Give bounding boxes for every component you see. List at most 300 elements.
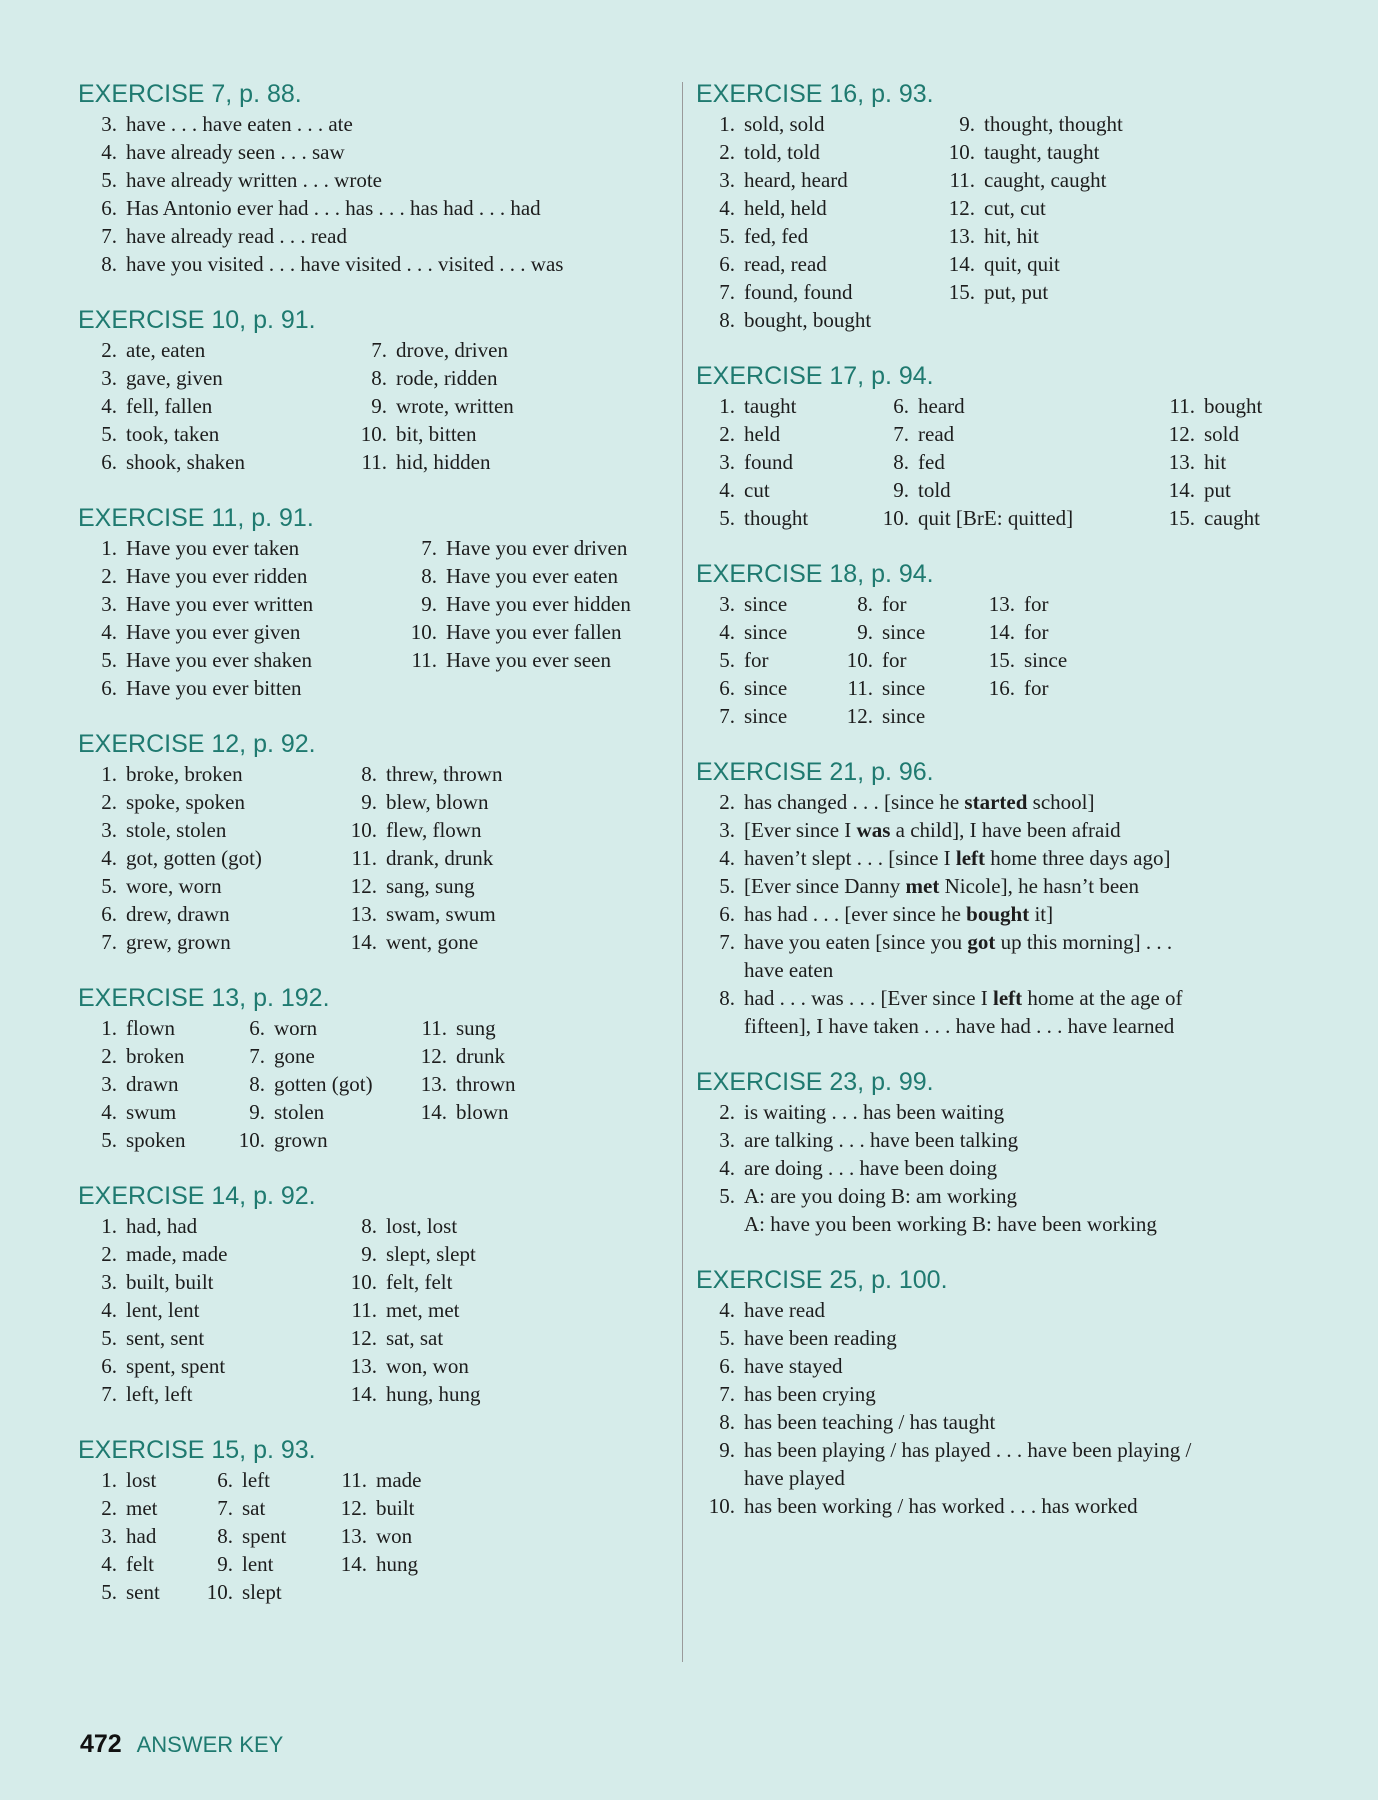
answer-text: Have you ever eaten	[446, 564, 618, 588]
answer-text: took, taken	[126, 422, 220, 446]
answer-number: 3.	[101, 1270, 117, 1294]
answer-text	[744, 874, 1139, 898]
answer-number: 9.	[893, 478, 909, 502]
answer-item	[101, 1042, 185, 1070]
answer-item	[340, 1522, 413, 1550]
answer-item	[101, 1324, 205, 1352]
page-footer	[80, 1730, 283, 1759]
answer-number: 8.	[719, 986, 735, 1010]
answer-text	[744, 986, 1183, 1010]
answer-text: rode, ridden	[396, 366, 498, 390]
answer-item	[893, 476, 951, 504]
answer-number: 13.	[988, 592, 1015, 616]
answer-text: A: are you doing B: am working	[744, 1184, 1017, 1208]
answer-text: blew, blown	[386, 790, 489, 814]
answer-item	[1168, 476, 1231, 504]
exercise-answers	[696, 788, 1316, 1040]
answer-number: 14.	[420, 1100, 447, 1124]
answer-keyword: left	[993, 986, 1023, 1010]
answer-text: taught	[744, 394, 797, 418]
answer-item	[361, 448, 491, 476]
answer-item	[101, 900, 230, 928]
answer-number: 9.	[719, 1438, 735, 1462]
answer-item	[101, 420, 220, 448]
answer-number: 8.	[719, 308, 735, 332]
answer-item	[101, 166, 382, 194]
answer-number: 8.	[719, 1410, 735, 1434]
answer-item	[719, 816, 1121, 844]
answer-text: since	[744, 620, 788, 644]
answer-text: for	[1024, 620, 1049, 644]
answer-number: 4.	[719, 478, 735, 502]
answer-fragment: it]	[1029, 902, 1054, 926]
answer-item	[744, 1210, 1157, 1238]
answer-item	[411, 646, 612, 674]
answer-text: wore, worn	[126, 874, 222, 898]
answer-item	[988, 646, 1068, 674]
answer-text: for	[882, 648, 907, 672]
answer-number: 11.	[949, 168, 975, 192]
answer-item	[719, 844, 1171, 872]
exercise-section	[696, 1066, 1316, 1238]
answer-item	[101, 1014, 175, 1042]
answer-item	[350, 1324, 444, 1352]
answer-item	[719, 110, 825, 138]
answer-text: broken	[126, 1044, 185, 1068]
exercise-answers	[696, 1098, 1316, 1238]
answer-number: 3.	[101, 1524, 117, 1548]
answer-number: 3.	[719, 1128, 735, 1152]
answer-item	[101, 1212, 198, 1240]
answer-item	[719, 1408, 996, 1436]
answer-number: 3.	[719, 450, 735, 474]
answer-fragment: up this morning] . . .	[995, 930, 1173, 954]
answer-item	[893, 448, 945, 476]
answer-item	[719, 1352, 843, 1380]
answer-item	[719, 306, 872, 334]
answer-number: 3.	[101, 592, 117, 616]
answer-fragment: home at the age of	[1022, 986, 1183, 1010]
answer-item	[351, 844, 494, 872]
answer-item	[217, 1522, 287, 1550]
answer-text: grown	[274, 1128, 328, 1152]
answer-text: got, gotten (got)	[126, 846, 262, 870]
exercise-answers	[78, 1466, 668, 1606]
answer-text: swam, swum	[386, 902, 496, 926]
answer-text	[744, 902, 1053, 926]
answer-text: put	[1204, 478, 1231, 502]
answer-item	[350, 900, 496, 928]
answer-number: 6.	[101, 450, 117, 474]
answer-number: 11.	[341, 1468, 367, 1492]
answer-text: since	[1024, 648, 1068, 672]
answer-text: won	[376, 1524, 413, 1548]
answer-number: 1.	[719, 112, 735, 136]
answer-text: cut, cut	[984, 196, 1046, 220]
answer-text: have played	[744, 1466, 845, 1490]
answer-text: since	[882, 704, 926, 728]
answer-text: is waiting . . . has been waiting	[744, 1100, 1005, 1124]
exercise-title: EXERCISE 18, p. 94.	[696, 560, 934, 588]
answer-number: 4.	[719, 620, 735, 644]
answer-text: since	[882, 676, 926, 700]
answer-item	[101, 1466, 157, 1494]
answer-item	[350, 872, 475, 900]
answer-text: Have you ever fallen	[446, 620, 622, 644]
answer-number: 4.	[101, 1100, 117, 1124]
answer-item	[719, 392, 797, 420]
answer-text	[744, 846, 1170, 870]
answer-number: 5.	[719, 224, 735, 248]
answer-text: stolen	[274, 1100, 325, 1124]
answer-number: 5.	[101, 1580, 117, 1604]
answer-item	[719, 1296, 826, 1324]
answer-text: worn	[274, 1016, 318, 1040]
answer-number: 8.	[371, 366, 387, 390]
answer-item	[101, 872, 222, 900]
answer-item	[217, 1494, 266, 1522]
answer-item	[959, 110, 1123, 138]
answer-number: 3.	[101, 366, 117, 390]
answer-text: built, built	[126, 1270, 214, 1294]
answer-item	[101, 1296, 200, 1324]
answer-text: have read	[744, 1298, 826, 1322]
answer-item	[719, 250, 827, 278]
exercise-answers	[696, 392, 1316, 532]
answer-item	[719, 674, 788, 702]
answer-item	[988, 674, 1049, 702]
answer-number: 3.	[719, 592, 735, 616]
answer-text: sent, sent	[126, 1326, 205, 1350]
answer-number: 1.	[719, 394, 735, 418]
answer-number: 13.	[948, 224, 975, 248]
answer-item	[101, 138, 345, 166]
answer-number: 4.	[101, 394, 117, 418]
answer-text: bought, bought	[744, 308, 872, 332]
answer-item	[420, 1042, 505, 1070]
answer-item	[361, 1212, 458, 1240]
answer-item	[719, 1126, 1019, 1154]
answer-text: hit, hit	[984, 224, 1039, 248]
answer-item	[719, 984, 1183, 1012]
answer-number: 2.	[101, 1044, 117, 1068]
answer-number: 5.	[101, 422, 117, 446]
answer-number: 9.	[361, 790, 377, 814]
answer-text: has been teaching / has taught	[744, 1410, 996, 1434]
answer-item	[351, 1296, 460, 1324]
answer-number: 6.	[217, 1468, 233, 1492]
answer-item	[719, 590, 788, 618]
answer-number: 5.	[101, 1326, 117, 1350]
answer-item	[948, 138, 1100, 166]
answer-number: 5.	[101, 168, 117, 192]
answer-item	[249, 1070, 373, 1098]
answer-text: gotten (got)	[274, 1072, 373, 1096]
answer-text: read, read	[744, 252, 827, 276]
answer-number: 16.	[988, 676, 1015, 700]
answer-item	[846, 646, 907, 674]
answer-text: fed, fed	[744, 224, 809, 248]
answer-number: 7.	[101, 1382, 117, 1406]
answer-text: cut	[744, 478, 770, 502]
answer-item	[101, 562, 308, 590]
answer-text: drawn	[126, 1072, 179, 1096]
exercise-section	[78, 1434, 668, 1606]
answer-text: since	[744, 592, 788, 616]
answer-text: found, found	[744, 280, 853, 304]
answer-number: 9.	[249, 1100, 265, 1124]
answer-fragment: had . . . was . . . [Ever since I	[744, 986, 994, 1010]
answer-number: 12.	[1168, 422, 1195, 446]
exercise-answers	[78, 1014, 668, 1154]
answer-fragment: Nicole], he hasn’t been	[939, 874, 1139, 898]
answer-text: sold, sold	[744, 112, 825, 136]
answer-number: 11.	[351, 846, 377, 870]
answer-text: put, put	[984, 280, 1049, 304]
answer-number: 8.	[217, 1524, 233, 1548]
answer-number: 6.	[719, 676, 735, 700]
answer-item	[1168, 504, 1260, 532]
answer-text: swum	[126, 1100, 177, 1124]
answer-text: told	[918, 478, 951, 502]
answer-item	[101, 928, 231, 956]
answer-item	[1168, 448, 1227, 476]
answer-text: flown	[126, 1016, 175, 1040]
exercise-answers	[78, 1212, 668, 1408]
answer-number: 13.	[340, 1524, 367, 1548]
answer-item	[719, 1182, 1017, 1210]
exercise-title: EXERCISE 21, p. 96.	[696, 758, 934, 786]
answer-item	[217, 1466, 270, 1494]
answer-item	[101, 392, 213, 420]
exercise-section	[78, 78, 668, 278]
answer-text: lent, lent	[126, 1298, 200, 1322]
answer-number: 10.	[206, 1580, 233, 1604]
answer-item	[893, 392, 965, 420]
page-number: 472	[80, 1730, 122, 1758]
answer-number: 4.	[101, 140, 117, 164]
answer-item	[719, 476, 770, 504]
answer-item	[719, 138, 820, 166]
answer-text: made, made	[126, 1242, 228, 1266]
answer-number: 2.	[101, 338, 117, 362]
answer-text: had, had	[126, 1214, 198, 1238]
exercise-title: EXERCISE 11, p. 91.	[78, 504, 314, 532]
answer-text: for	[1024, 676, 1049, 700]
answer-item	[719, 1436, 1192, 1464]
answer-number: 1.	[101, 762, 117, 786]
answer-item	[420, 1070, 516, 1098]
answer-item	[206, 1578, 282, 1606]
answer-text: left	[242, 1468, 270, 1492]
answer-text: hung, hung	[386, 1382, 481, 1406]
answer-text: blown	[456, 1100, 509, 1124]
answer-number: 5.	[101, 874, 117, 898]
answer-item	[371, 336, 508, 364]
answer-text: stole, stolen	[126, 818, 227, 842]
answer-text: have stayed	[744, 1354, 843, 1378]
answer-item	[361, 760, 503, 788]
answer-item	[948, 278, 1049, 306]
answer-text: are doing . . . have been doing	[744, 1156, 998, 1180]
answer-fragment: home three days ago]	[985, 846, 1171, 870]
answer-item	[101, 534, 300, 562]
answer-item	[744, 1012, 1174, 1040]
answer-item	[719, 278, 853, 306]
answer-text: lost, lost	[386, 1214, 458, 1238]
answer-text: have been reading	[744, 1326, 897, 1350]
answer-text: felt	[126, 1552, 154, 1576]
answer-item	[101, 816, 227, 844]
answer-item	[719, 788, 1095, 816]
answer-text: slept, slept	[386, 1242, 476, 1266]
answer-number: 9.	[217, 1552, 233, 1576]
answer-text	[744, 930, 1172, 954]
page-label: ANSWER KEY	[136, 1732, 284, 1757]
answer-item	[1168, 420, 1240, 448]
answer-item	[101, 110, 353, 138]
exercise-answers	[78, 110, 668, 278]
answer-item	[719, 1380, 876, 1408]
answer-number: 4.	[101, 1298, 117, 1322]
answer-number: 9.	[421, 592, 437, 616]
answer-text: has been playing / has played . . . have been playing /	[744, 1438, 1192, 1462]
answer-text: Have you ever written	[126, 592, 314, 616]
answer-number: 4.	[101, 1552, 117, 1576]
answer-number: 2.	[101, 1496, 117, 1520]
answer-fragment: [Ever since Danny	[744, 874, 906, 898]
answer-number: 11.	[1169, 394, 1195, 418]
answer-text: Have you ever seen	[446, 648, 612, 672]
answer-item	[1169, 392, 1263, 420]
answer-number: 8.	[857, 592, 873, 616]
answer-number: 10.	[708, 1494, 735, 1518]
answer-number: 1.	[101, 1016, 117, 1040]
answer-text: built	[376, 1496, 415, 1520]
answer-number: 12.	[350, 1326, 377, 1350]
answer-text: lost	[126, 1468, 157, 1492]
answer-keyword: left	[955, 846, 986, 870]
answer-number: 15.	[948, 280, 975, 304]
answer-number: 2.	[719, 140, 735, 164]
exercise-section	[78, 502, 668, 702]
answer-text: Have you ever taken	[126, 536, 300, 560]
answer-text: for	[1024, 592, 1049, 616]
answer-item	[719, 618, 788, 646]
answer-number: 13.	[420, 1072, 447, 1096]
answer-number: 11.	[411, 648, 437, 672]
answer-number: 5.	[719, 1326, 735, 1350]
answer-text: fifteen], I have taken . . . have had . . . have learned	[744, 1014, 1175, 1038]
answer-item	[948, 194, 1046, 222]
answer-item	[847, 674, 926, 702]
answer-text: for	[882, 592, 907, 616]
answer-number: 9.	[959, 112, 975, 136]
exercise-answers	[78, 534, 668, 702]
answer-number: 14.	[948, 252, 975, 276]
answer-number: 7.	[719, 1382, 735, 1406]
answer-keyword: got	[967, 930, 996, 954]
right-column	[696, 78, 1316, 1546]
answer-number: 6.	[719, 1354, 735, 1378]
exercise-section	[696, 1264, 1316, 1520]
answer-text: slept	[242, 1580, 282, 1604]
answer-item	[360, 420, 477, 448]
answer-item	[101, 1578, 160, 1606]
answer-item	[101, 788, 245, 816]
answer-item	[719, 166, 848, 194]
answer-number: 11.	[361, 450, 387, 474]
answer-item	[719, 194, 827, 222]
answer-item	[101, 222, 347, 250]
answer-number: 4.	[101, 620, 117, 644]
answer-item	[719, 448, 793, 476]
answer-item	[371, 364, 498, 392]
answer-text	[744, 790, 1094, 814]
answer-number: 15.	[1168, 506, 1195, 530]
answer-number: 10.	[350, 1270, 377, 1294]
answer-text: thought	[744, 506, 809, 530]
answer-number: 15.	[988, 648, 1015, 672]
exercise-title: EXERCISE 25, p. 100.	[696, 1266, 948, 1294]
answer-text: since	[882, 620, 926, 644]
answer-item	[719, 222, 809, 250]
answer-text: felt, felt	[386, 1270, 453, 1294]
answer-text: shook, shaken	[126, 450, 245, 474]
answer-text: have . . . have eaten . . . ate	[126, 112, 353, 136]
answer-text: have already seen . . . saw	[126, 140, 345, 164]
answer-text: Have you ever given	[126, 620, 301, 644]
answer-text: heard, heard	[744, 168, 848, 192]
answer-item	[101, 448, 245, 476]
answer-fragment: have you eaten [since you	[744, 930, 968, 954]
answer-number: 4.	[101, 846, 117, 870]
answer-item	[101, 1550, 154, 1578]
answer-number: 11.	[421, 1016, 447, 1040]
answer-number: 6.	[249, 1016, 265, 1040]
answer-number: 14.	[350, 1382, 377, 1406]
answer-number: 12.	[340, 1496, 367, 1520]
answer-text: A: have you been working B: have been working	[744, 1212, 1157, 1236]
answer-item	[744, 956, 833, 984]
answer-text: bought	[1204, 394, 1263, 418]
answer-text: read	[918, 422, 955, 446]
answer-text: have you visited . . . have visited . . . visited . . . was	[126, 252, 564, 276]
answer-text: held	[744, 422, 781, 446]
answer-text: thought, thought	[984, 112, 1123, 136]
exercise-section	[78, 982, 668, 1154]
answer-number: 8.	[421, 564, 437, 588]
answer-item	[708, 1492, 1138, 1520]
answer-item	[341, 1466, 422, 1494]
answer-item	[249, 1042, 315, 1070]
answer-text: taught, taught	[984, 140, 1100, 164]
answer-item	[101, 194, 541, 222]
answer-item	[101, 590, 314, 618]
answer-number: 4.	[719, 196, 735, 220]
answer-item	[361, 1240, 476, 1268]
answer-number: 7.	[719, 704, 735, 728]
answer-number: 5.	[719, 648, 735, 672]
answer-text: caught, caught	[984, 168, 1107, 192]
answer-number: 14.	[1168, 478, 1195, 502]
exercise-section	[696, 360, 1316, 532]
answer-fragment: has had . . . [ever since he	[744, 902, 967, 926]
answer-number: 1.	[101, 1214, 117, 1238]
answer-number: 4.	[719, 1298, 735, 1322]
answer-number: 6.	[101, 1354, 117, 1378]
answer-text: lent	[242, 1552, 274, 1576]
